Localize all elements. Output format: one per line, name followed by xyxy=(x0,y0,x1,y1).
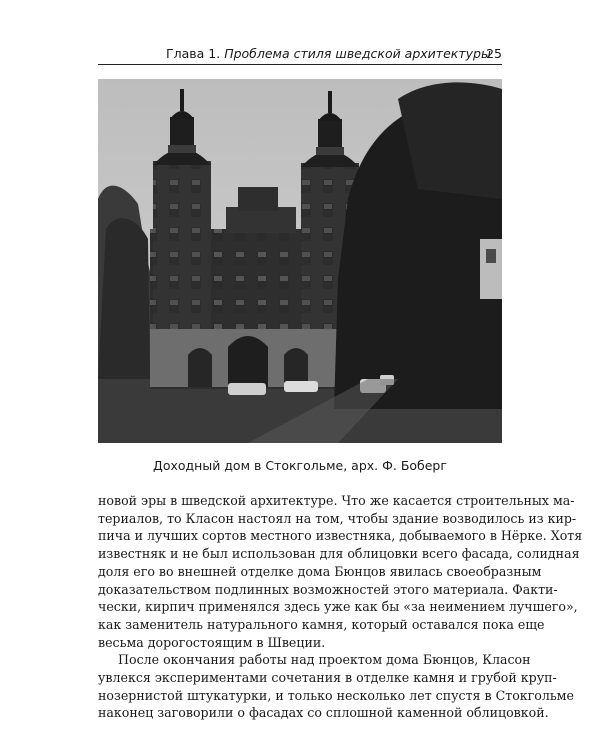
body-text xyxy=(98,492,583,722)
text-line: новой эры в шведской архитектуре. Что же касается строительных ма- xyxy=(98,493,575,508)
chapter-title: Проблема стиля шведской архитектуры xyxy=(224,46,491,61)
text-line: доля его во внешней отделке дома Бюнцов явилась своеобразным xyxy=(98,563,542,579)
text-line: доказательством подлинных возможностей этого материала. Факти- xyxy=(98,581,558,597)
figure-caption: Доходный дом в Стокгольме, арх. Ф. Боберг xyxy=(153,458,447,473)
text-line: весьма дорогостоящим в Швеции. xyxy=(98,634,326,650)
header-rule xyxy=(98,64,502,65)
running-head xyxy=(98,44,502,64)
page-number: 25 xyxy=(486,46,502,61)
text-line: чески, кирпич применялся здесь уже как бы «за неимением лучшего», xyxy=(98,599,578,615)
chapter-label xyxy=(166,44,491,64)
text-line: нозернистой штукатурки, и только несколько лет спустя в Стокгольме xyxy=(98,687,574,703)
text-line: известняк и не был использован для облицовки всего фасада, солидная xyxy=(98,546,580,562)
chapter-number: Глава 1. xyxy=(166,46,221,61)
text-line: как заменитель натурального камня, который оставался пока еще xyxy=(98,616,545,632)
text-line: териалов, то Класон настоял на том, чтобы здание возводилось из кир- xyxy=(98,510,577,526)
building-photo xyxy=(98,79,502,443)
text-line: увлекся экспериментами сочетания в отделке камня и грубой круп- xyxy=(98,670,557,686)
text-line: наконец заговорили о фасадах со сплошной каменной облицовкой. xyxy=(98,705,549,721)
paragraph-1 xyxy=(98,492,583,651)
text-line: пича и лучших сортов местного известняка, добываемого в Нёрке. Хотя xyxy=(98,528,583,544)
paragraph-2 xyxy=(98,651,574,722)
text-line: После окончания работы над проектом дома Бюнцов, Класон xyxy=(118,652,531,668)
